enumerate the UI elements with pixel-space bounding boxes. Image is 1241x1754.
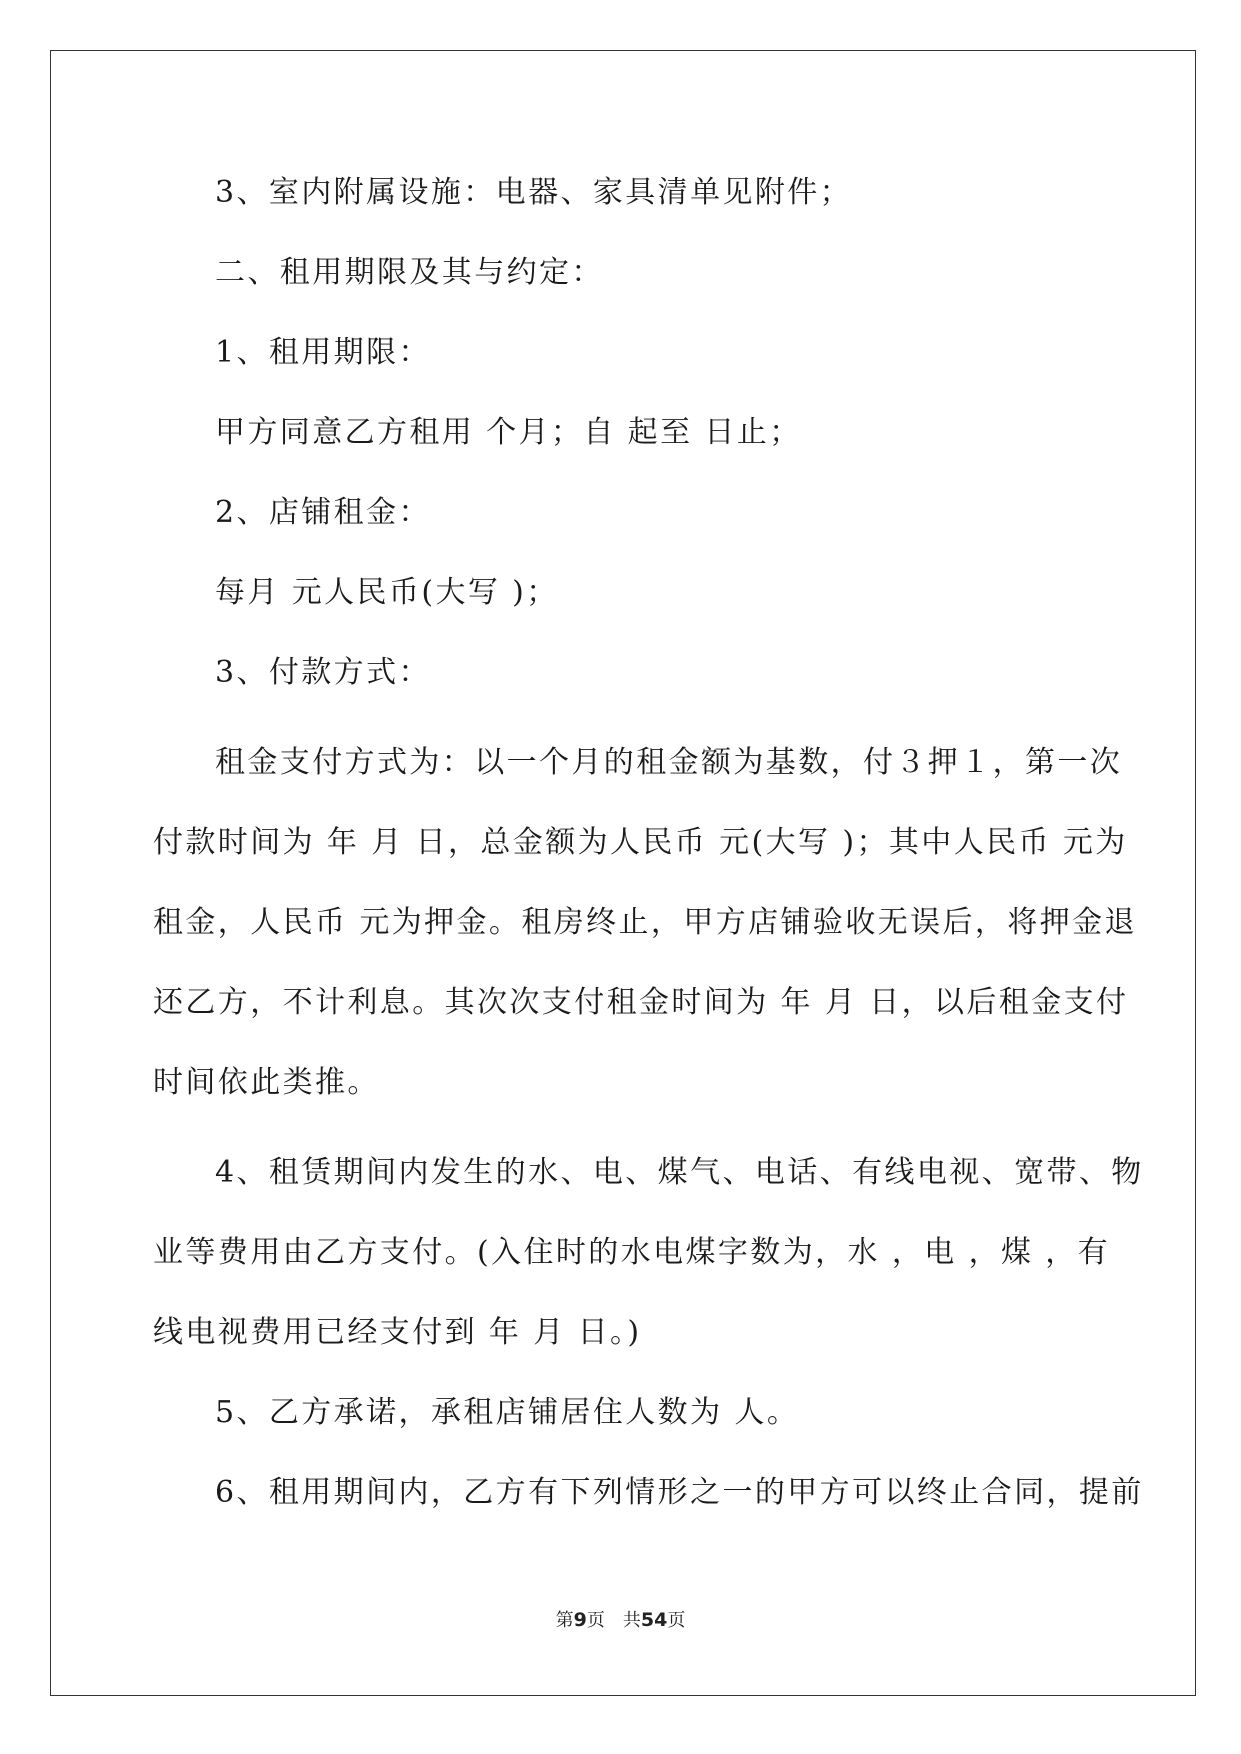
footer-mid: 页 共 [586, 1610, 641, 1631]
page-footer [0, 1606, 1241, 1632]
paragraph-line: 每月 元人民币(大写 )； [215, 575, 559, 610]
paragraph-line: 6、租用期间内，乙方有下列情形之一的甲方可以终止合同，提前 [215, 1475, 1144, 1510]
footer-suffix: 页 [667, 1610, 686, 1631]
paragraph-line: 二、租用期限及其与约定： [215, 255, 604, 290]
paragraph-line: 甲方同意乙方租用 个月；自 起至 日止； [215, 415, 802, 450]
page-border [50, 50, 1196, 1696]
paragraph-line: 还乙方，不计利息。其次次支付租金时间为 年 月 日，以后租金支付 [153, 985, 1129, 1020]
paragraph-line: 线电视费用已经支付到 年 月 日。) [153, 1315, 642, 1350]
paragraph-line: 时间依此类推。 [153, 1065, 380, 1100]
current-page-number: 9 [573, 1609, 587, 1631]
total-page-count: 54 [640, 1609, 668, 1631]
paragraph-line: 租金，人民币 元为押金。租房终止，甲方店铺验收无误后，将押金退 [153, 905, 1137, 940]
paragraph-line: 3、室内附属设施：电器、家具清单见附件； [215, 175, 853, 210]
paragraph-line: 1、租用期限： [215, 335, 431, 370]
footer-prefix: 第 [555, 1610, 574, 1631]
paragraph-line: 2、店铺租金： [215, 495, 431, 530]
paragraph-line: 5、乙方承诺，承租店铺居住人数为 人。 [215, 1395, 800, 1430]
paragraph-line: 租金支付方式为：以一个月的租金额为基数，付３押１，第一次 [215, 745, 1123, 780]
paragraph-line: 业等费用由乙方支付。(入住时的水电煤字数为，水 ，电 ，煤 ，有 [153, 1235, 1111, 1270]
paragraph-line: 付款时间为 年 月 日，总金额为人民币 元(大写 )；其中人民币 元为 [153, 825, 1128, 860]
paragraph-line: 3、付款方式： [215, 655, 431, 690]
paragraph-line: 4、租赁期间内发生的水、电、煤气、电话、有线电视、宽带、物 [215, 1155, 1144, 1190]
